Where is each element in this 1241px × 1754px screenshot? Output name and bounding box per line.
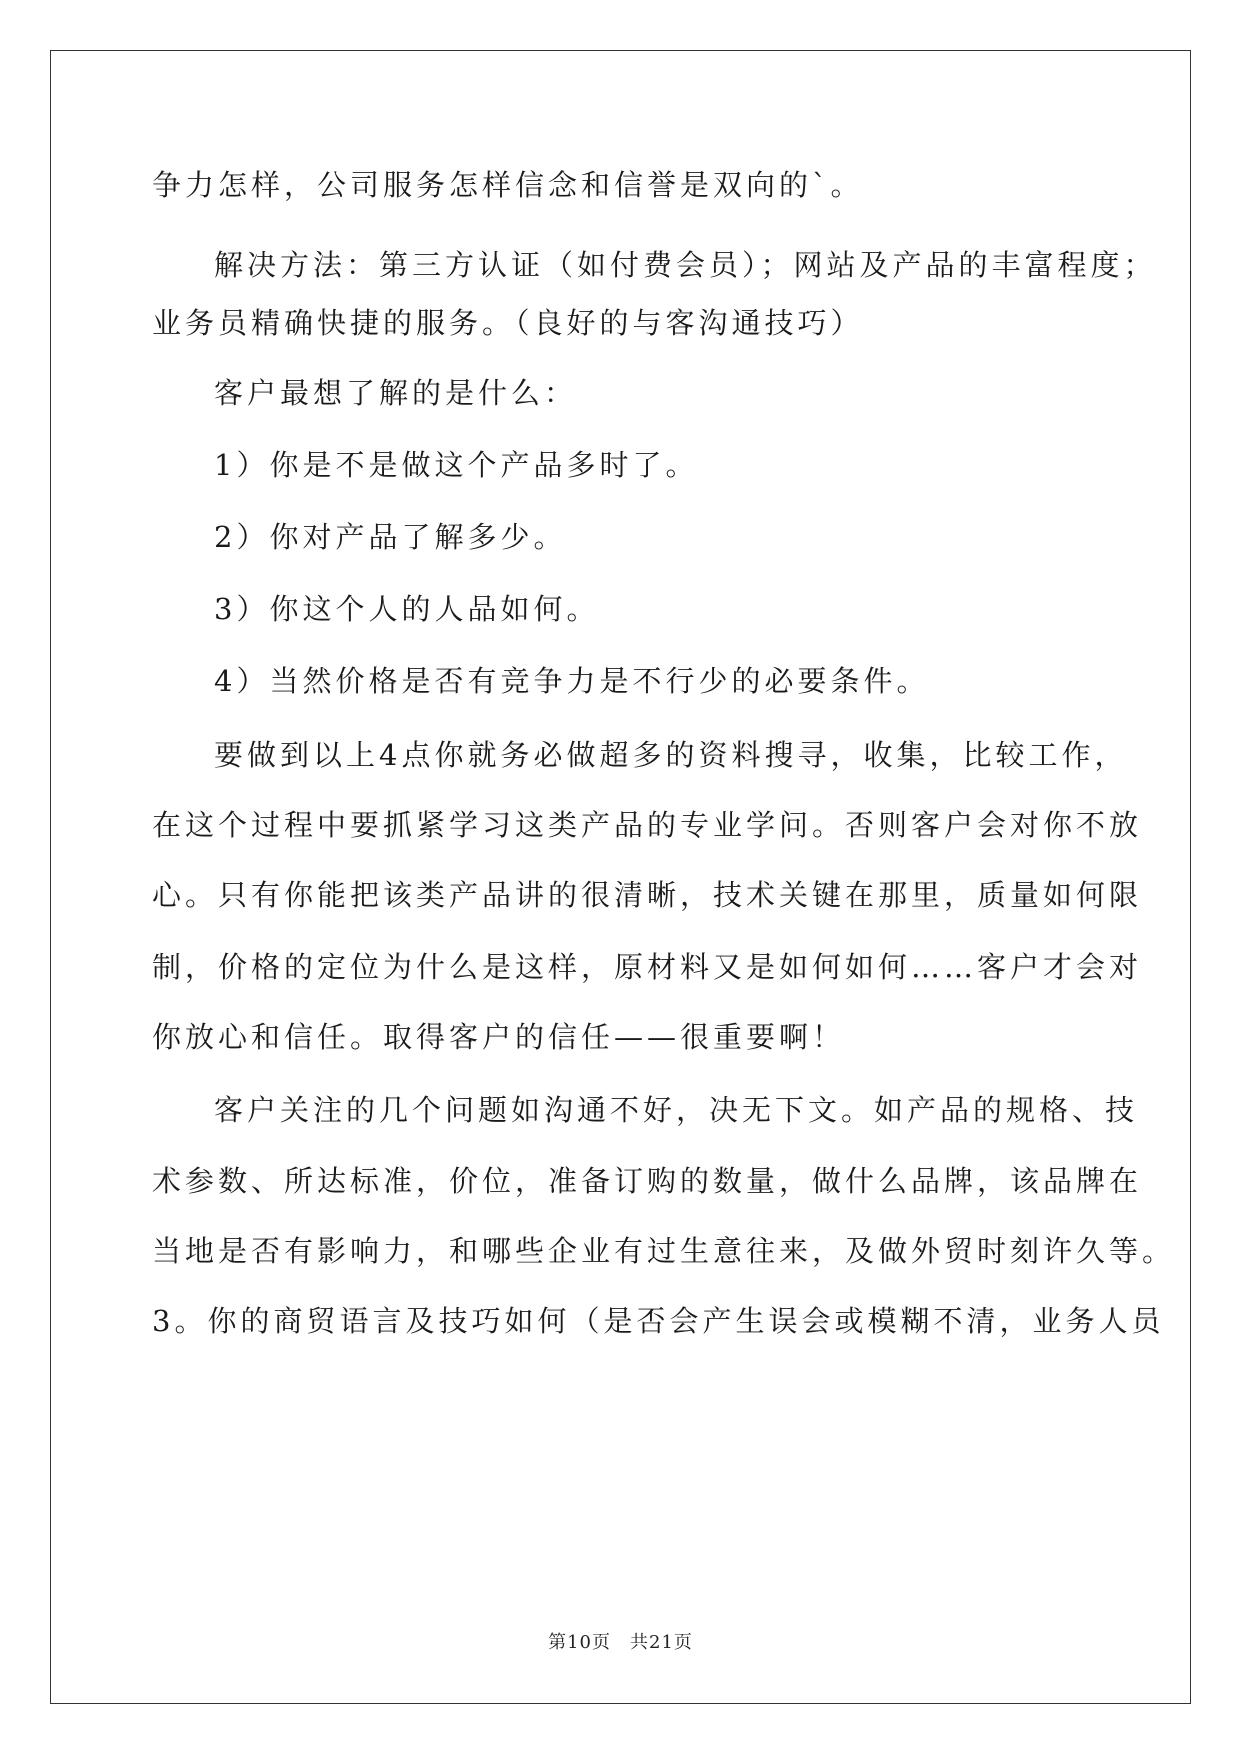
text-line: 当地是否有影响力，和哪些企业有过生意往来，及做外贸时刻许久等。 (152, 1234, 1176, 1268)
text-line: 客户关注的几个问题如沟通不好，决无下文。如产品的规格、技 (214, 1093, 1139, 1127)
page-number: 第10页 共21页 (548, 1632, 693, 1653)
text-line: 业务员精确快捷的服务。（良好的与客沟通技巧） (152, 306, 864, 340)
text-line: 制，价格的定位为什么是这样，原材料又是如何如何……客户才会对 (152, 950, 1143, 984)
text-line: 3。你的商贸语言及技巧如何（是否会产生误会或模糊不清，业务人员 (152, 1304, 1165, 1338)
text-line: 术参数、所达标准，价位，准备订购的数量，做什么品牌，该品牌在 (152, 1164, 1143, 1198)
text-line: 4）当然价格是否有竞争力是不行少的必要条件。 (214, 664, 930, 698)
text-line: 3）你这个人的人品如何。 (214, 592, 600, 626)
text-line: 你放心和信任。取得客户的信任——很重要啊！ (152, 1020, 846, 1054)
text-line: 要做到以上4点你就务必做超多的资料搜寻，收集，比较工作， (214, 738, 1128, 772)
text-line: 在这个过程中要抓紧学习这类产品的专业学问。否则客户会对你不放 (152, 808, 1143, 842)
text-line: 解决方法：第三方认证（如付费会员）；网站及产品的丰富程度； (214, 248, 1157, 282)
text-line: 心。只有你能把该类产品讲的很清晰，技术关键在那里，质量如何限 (152, 878, 1143, 912)
text-line: 客户最想了解的是什么： (214, 376, 578, 410)
text-line: 争力怎样，公司服务怎样信念和信誉是双向的`。 (152, 168, 864, 202)
text-line: 2）你对产品了解多少。 (214, 520, 567, 554)
text-line: 1）你是不是做这个产品多时了。 (214, 448, 699, 482)
